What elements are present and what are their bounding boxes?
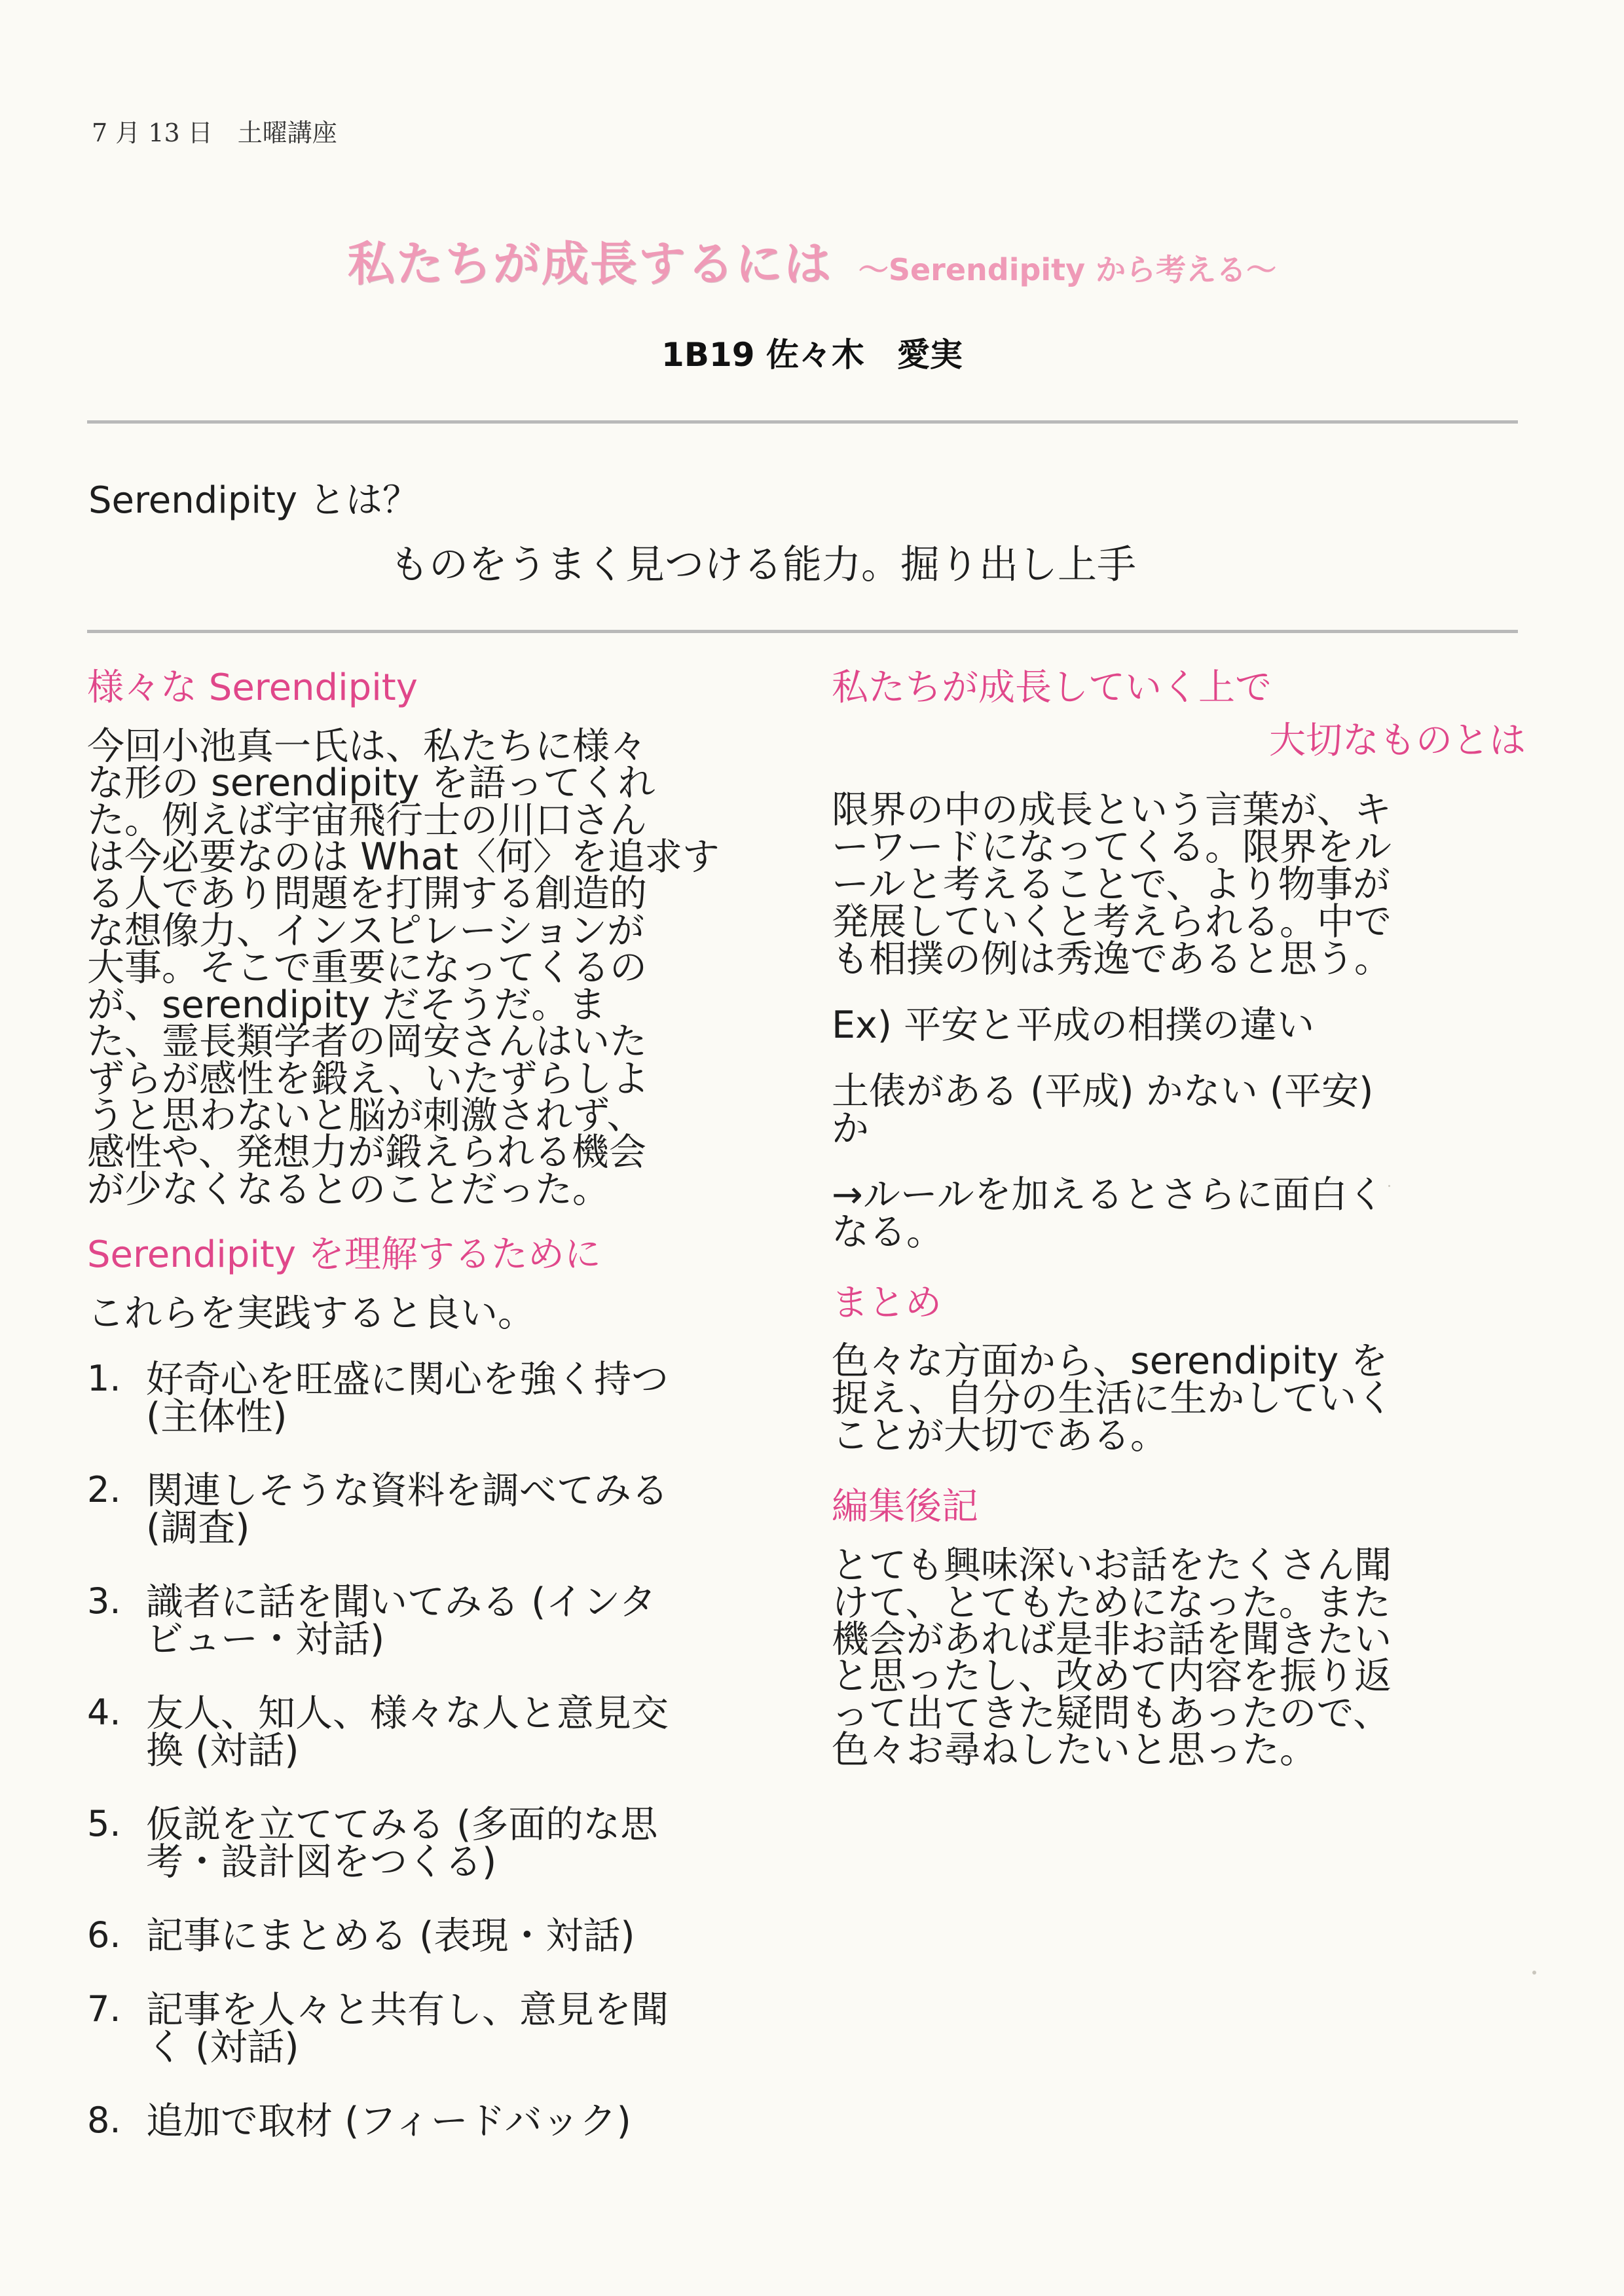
section-heading-summary: まとめ <box>832 1281 942 1324</box>
list-item <box>87 1580 748 1662</box>
intro-question: Serendipity とは？ <box>88 479 419 522</box>
list-item <box>87 2100 748 2143</box>
author-line: 1B19 佐々木 愛実 <box>661 336 963 374</box>
growth-paragraph-dohyo: 土俵がある (平成) かない (平安) か <box>832 1069 1374 1150</box>
section-intro-understanding: これらを実践すると良い。 <box>87 1292 535 1336</box>
paper-speck <box>1388 1185 1390 1187</box>
right-column <box>832 665 1526 1793</box>
list-item-text: 関連しそうな資料を調べてみる (調査) <box>146 1469 669 1550</box>
list-item-number: 5. <box>87 1803 121 1845</box>
list-item-text: 識者に話を聞いてみる (インタ ビュー・対話) <box>146 1580 657 1662</box>
title-row <box>0 226 1624 294</box>
section-heading-understanding: Serendipity を理解するために <box>87 1233 601 1277</box>
list-item <box>87 1803 748 1884</box>
list-item-number: 2. <box>87 1469 121 1511</box>
growth-paragraph-rules: →ルールを加えるとさらに面白く なる。 <box>832 1173 1385 1254</box>
section-heading-growth-line2: 大切なものとは <box>1269 719 1526 762</box>
list-item-number: 6. <box>87 1914 121 1956</box>
list-item-number: 4. <box>87 1692 121 1734</box>
list-item <box>87 1469 748 1550</box>
list-item-text: 記事を人々と共有し、意見を聞 く (対話) <box>146 1988 669 2069</box>
paper-speck <box>1532 1971 1536 1975</box>
left-column <box>87 665 748 2177</box>
list-item-text: 仮説を立ててみる (多面的な思 考・設計図をつくる) <box>146 1803 658 1884</box>
list-item-number: 1. <box>87 1358 121 1400</box>
divider-middle <box>87 630 1518 633</box>
intro-answer: ものをうまく見つける能力。掘り出し上手 <box>390 542 1136 588</box>
list-item <box>87 1988 748 2069</box>
list-item-number: 3. <box>87 1580 121 1622</box>
section-heading-growth-line1: 私たちが成長していく上で <box>832 666 1272 709</box>
growth-paragraph-example: Ex) 平安と平成の相撲の違い <box>832 1003 1315 1047</box>
practice-steps-list <box>87 1358 748 2143</box>
list-item-number: 8. <box>87 2100 121 2141</box>
section-body-various-serendipity: 今回小池真一氏は、私たちに様々 な形の serendipity を語ってくれ た。例えば宇宙飛行士の川口さん は今必要なのは What〈何〉を追求す る人であり問題を打開する創造的 な想像力、インスピレーションが 大事。そこで重要になってくるの が、serendipity だそうだ。ま た、霊長類学者の岡安さんはいた ずらが感性を鍛え、いたずらしよ うと思わないと脳が刺激されず、 感性や、発想力が鍛えられる機会 が少なくなるとのことだった。 <box>87 724 720 1211</box>
growth-paragraph-limits: 限界の中の成長という言葉が、キ ーワードになってくる。限界をル ールと考えることで、より物事が 発展していくと考えられる。中で も相撲の例は秀逸であると思う。 <box>832 788 1392 981</box>
date-line: 7 月 13 日 土曜講座 <box>92 118 337 147</box>
section-heading-various-serendipity: 様々な Serendipity <box>87 666 418 709</box>
page-title: 私たちが成長するには <box>347 236 832 291</box>
list-item-number: 7. <box>87 1988 121 2030</box>
list-item-text: 追加で取材 (フィードバック) <box>146 2100 631 2143</box>
list-item-text: 好奇心を旺盛に関心を強く持つ (主体性) <box>146 1358 669 1439</box>
list-item-text: 記事にまとめる (表現・対話) <box>146 1914 635 1958</box>
postscript-body: とても興味深いお話をたくさん聞 けて、とてもためになった。また 機会があれば是非お話を聞きたい と思ったし、改めて内容を振り返 って出てきた疑問もあったので、 色々お尋ねしたいと思った。 <box>832 1544 1392 1772</box>
summary-body: 色々な方面から、serendipity を 捉え、自分の生活に生かしていく ことが大切である。 <box>832 1339 1394 1458</box>
page-subtitle: 〜Serendipity から考える〜 <box>858 252 1277 287</box>
list-item <box>87 1692 748 1773</box>
list-item <box>87 1914 748 1958</box>
list-item <box>87 1358 748 1439</box>
list-item-text: 友人、知人、様々な人と意見交 換 (対話) <box>146 1692 669 1773</box>
section-heading-postscript: 編集後記 <box>832 1485 978 1529</box>
divider-top <box>87 420 1518 424</box>
